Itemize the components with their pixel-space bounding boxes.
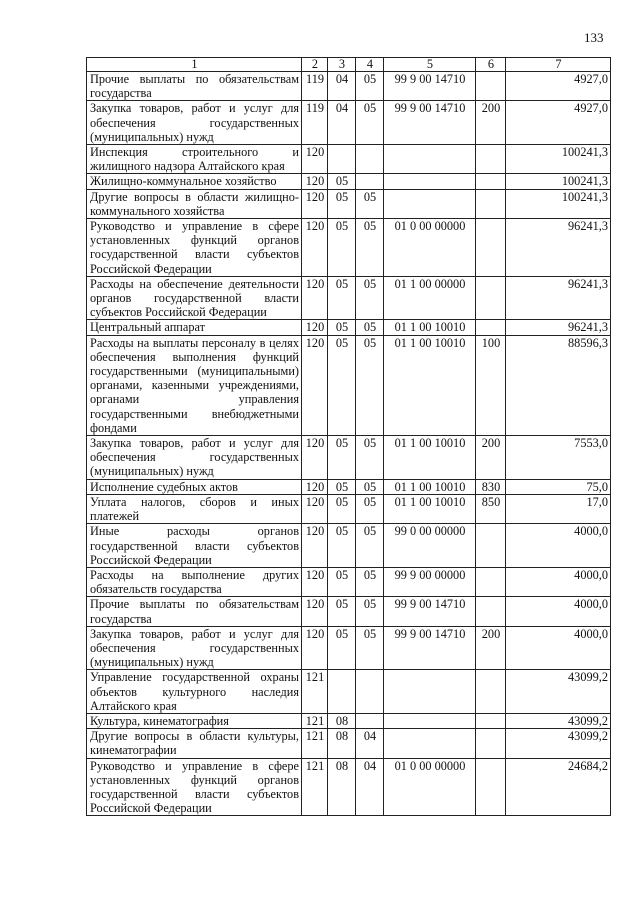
row-code-6 [476,597,506,626]
row-code-5 [384,189,476,218]
row-amount: 100241,3 [506,145,611,174]
row-code-6: 830 [476,479,506,494]
row-amount: 4927,0 [506,72,611,101]
row-name: Закупка товаров, работ и услуг для обеспечения государственных (муниципальных) нужд [87,626,302,670]
row-code-5: 01 0 00 00000 [384,758,476,816]
row-code-3: 05 [328,626,356,670]
row-code-4: 04 [356,729,384,758]
row-code-2: 119 [302,72,328,101]
row-amount: 24684,2 [506,758,611,816]
column-header-7: 7 [506,58,611,72]
row-code-5: 99 9 00 14710 [384,597,476,626]
row-name: Закупка товаров, работ и услуг для обеспечения государственных (муниципальных) нужд [87,436,302,480]
row-code-3: 08 [328,713,356,728]
row-code-6: 100 [476,335,506,435]
row-name: Расходы на выплаты персоналу в целях обеспечения выполнения функций государственными (муниципальными) органами, казенными учреждениями, органами управления государственными внебюджетными фондами [87,335,302,435]
row-code-3 [328,145,356,174]
row-name: Управление государственной охраны объектов культурного наследия Алтайского края [87,670,302,714]
row-code-5: 99 0 00 00000 [384,524,476,568]
row-code-6: 850 [476,494,506,523]
row-code-5: 01 1 00 10010 [384,436,476,480]
row-code-5 [384,670,476,714]
row-amount: 4927,0 [506,101,611,145]
row-name: Прочие выплаты по обязательствам государства [87,72,302,101]
row-code-2: 121 [302,670,328,714]
row-code-6 [476,758,506,816]
row-name: Культура, кинематография [87,713,302,728]
row-name: Руководство и управление в сфере установленных функций органов государственной власти субъектов Российской Федерации [87,219,302,277]
table-row [87,436,611,480]
row-code-3: 05 [328,189,356,218]
row-code-3: 05 [328,597,356,626]
row-name: Расходы на обеспечение деятельности органов государственной власти субъектов Российской Федерации [87,276,302,320]
row-code-5 [384,729,476,758]
row-code-4: 05 [356,189,384,218]
row-code-5: 99 9 00 14710 [384,72,476,101]
row-code-5: 99 9 00 00000 [384,567,476,596]
row-code-3: 05 [328,219,356,277]
row-code-4: 05 [356,276,384,320]
column-header-5: 5 [384,58,476,72]
column-header-6: 6 [476,58,506,72]
row-code-2: 120 [302,567,328,596]
row-code-2: 120 [302,479,328,494]
table-row [87,189,611,218]
row-code-6 [476,524,506,568]
row-code-2: 120 [302,524,328,568]
row-name: Иные расходы органов государственной власти субъектов Российской Федерации [87,524,302,568]
row-code-3: 05 [328,479,356,494]
row-code-4: 05 [356,597,384,626]
row-code-3: 04 [328,72,356,101]
row-code-2: 120 [302,335,328,435]
row-code-2: 120 [302,219,328,277]
row-code-3: 08 [328,729,356,758]
row-code-4: 05 [356,335,384,435]
row-code-3 [328,670,356,714]
row-code-2: 120 [302,276,328,320]
page-number: 133 [584,30,604,45]
row-code-4: 05 [356,494,384,523]
row-amount: 96241,3 [506,320,611,335]
row-amount: 88596,3 [506,335,611,435]
row-code-4 [356,713,384,728]
row-code-3: 08 [328,758,356,816]
row-code-5: 01 1 00 10010 [384,335,476,435]
row-name: Руководство и управление в сфере установленных функций органов государственной власти субъектов Российской Федерации [87,758,302,816]
row-code-2: 120 [302,626,328,670]
row-amount: 4000,0 [506,524,611,568]
row-code-4: 05 [356,436,384,480]
row-name: Центральный аппарат [87,320,302,335]
row-amount: 100241,3 [506,174,611,189]
table-row [87,626,611,670]
row-code-4: 05 [356,479,384,494]
row-code-6: 200 [476,626,506,670]
row-code-3: 05 [328,174,356,189]
table-row [87,713,611,728]
table-row [87,335,611,435]
row-code-5: 99 9 00 14710 [384,101,476,145]
row-code-2: 120 [302,597,328,626]
row-code-5 [384,174,476,189]
row-amount: 4000,0 [506,626,611,670]
row-code-3: 05 [328,494,356,523]
table-row [87,758,611,816]
table-row [87,524,611,568]
row-code-5 [384,145,476,174]
table-row [87,101,611,145]
row-amount: 4000,0 [506,567,611,596]
row-code-2: 120 [302,436,328,480]
table-row [87,174,611,189]
row-code-6 [476,320,506,335]
column-header-4: 4 [356,58,384,72]
row-amount: 7553,0 [506,436,611,480]
row-code-2: 121 [302,729,328,758]
row-name: Закупка товаров, работ и услуг для обеспечения государственных (муниципальных) нужд [87,101,302,145]
row-code-2: 120 [302,145,328,174]
row-amount: 43099,2 [506,670,611,714]
row-amount: 17,0 [506,494,611,523]
row-code-5: 99 9 00 14710 [384,626,476,670]
column-header-1: 1 [87,58,302,72]
table-row [87,72,611,101]
row-code-3: 04 [328,101,356,145]
row-code-6 [476,72,506,101]
table-row [87,276,611,320]
row-code-3: 05 [328,524,356,568]
row-name: Инспекция строительного и жилищного надзора Алтайского края [87,145,302,174]
row-amount: 100241,3 [506,189,611,218]
row-code-2: 120 [302,320,328,335]
row-code-2: 121 [302,713,328,728]
row-code-2: 120 [302,189,328,218]
column-header-2: 2 [302,58,328,72]
row-code-6 [476,729,506,758]
row-code-6 [476,174,506,189]
row-code-4: 05 [356,320,384,335]
table-row [87,494,611,523]
row-name: Исполнение судебных актов [87,479,302,494]
row-code-4: 05 [356,72,384,101]
row-code-6 [476,567,506,596]
row-code-6 [476,145,506,174]
column-header-3: 3 [328,58,356,72]
table-header-row [87,58,611,72]
row-amount: 75,0 [506,479,611,494]
row-name: Другие вопросы в области культуры, кинематографии [87,729,302,758]
row-code-5: 01 1 00 10010 [384,494,476,523]
row-name: Прочие выплаты по обязательствам государства [87,597,302,626]
table-body [87,72,611,816]
row-code-3: 05 [328,320,356,335]
row-name: Другие вопросы в области жилищно-коммунального хозяйства [87,189,302,218]
table-row [87,219,611,277]
row-code-2: 120 [302,174,328,189]
row-code-3: 05 [328,335,356,435]
table-row [87,729,611,758]
row-code-4: 05 [356,567,384,596]
row-code-4 [356,670,384,714]
table-row [87,670,611,714]
row-code-2: 120 [302,494,328,523]
row-code-6 [476,219,506,277]
row-code-4 [356,145,384,174]
row-code-2: 119 [302,101,328,145]
row-code-6 [476,713,506,728]
row-code-6 [476,189,506,218]
row-code-2: 121 [302,758,328,816]
row-code-4: 05 [356,219,384,277]
row-code-6: 200 [476,101,506,145]
row-code-4: 05 [356,524,384,568]
row-code-6 [476,670,506,714]
row-name: Жилищно-коммунальное хозяйство [87,174,302,189]
table-row [87,479,611,494]
row-amount: 96241,3 [506,276,611,320]
row-amount: 43099,2 [506,729,611,758]
row-code-5: 01 1 00 00000 [384,276,476,320]
row-name: Расходы на выполнение других обязательств государства [87,567,302,596]
row-code-3: 05 [328,276,356,320]
row-code-5: 01 1 00 10010 [384,320,476,335]
row-code-4: 05 [356,101,384,145]
row-amount: 43099,2 [506,713,611,728]
row-code-5: 01 0 00 00000 [384,219,476,277]
row-code-5 [384,713,476,728]
row-code-3: 05 [328,567,356,596]
table-row [87,597,611,626]
row-code-6 [476,276,506,320]
row-amount: 4000,0 [506,597,611,626]
row-code-6: 200 [476,436,506,480]
row-amount: 96241,3 [506,219,611,277]
row-code-5: 01 1 00 10010 [384,479,476,494]
budget-table [86,57,611,816]
row-code-4: 05 [356,626,384,670]
row-code-4: 04 [356,758,384,816]
row-code-3: 05 [328,436,356,480]
row-name: Уплата налогов, сборов и иных платежей [87,494,302,523]
table-row [87,320,611,335]
row-code-4 [356,174,384,189]
table-row [87,145,611,174]
table-row [87,567,611,596]
